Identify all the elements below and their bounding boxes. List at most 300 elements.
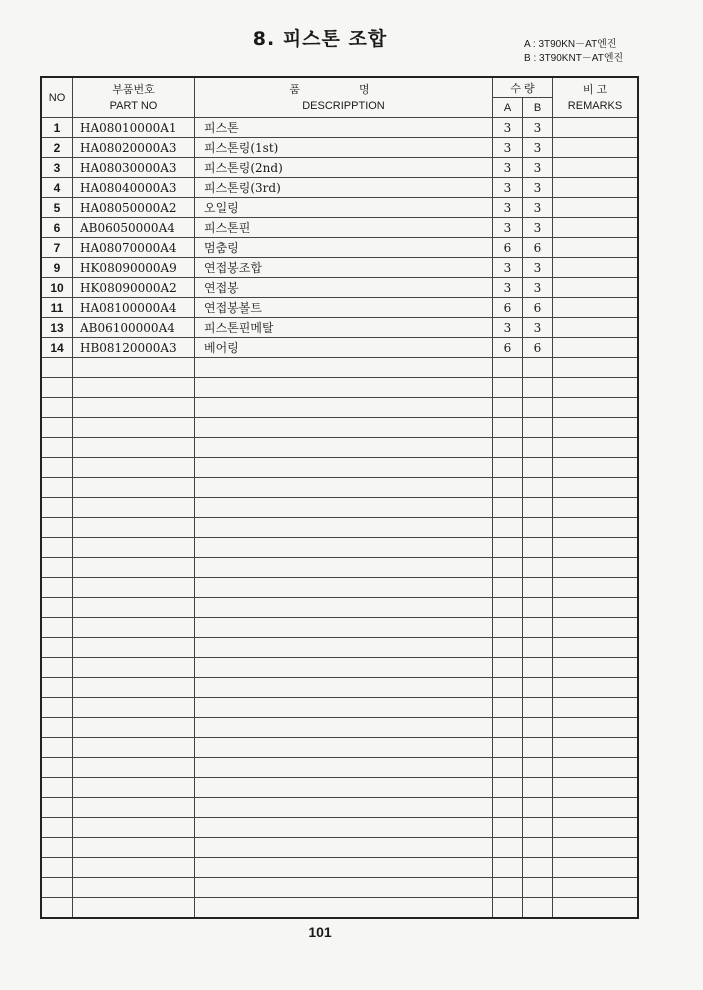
row-qty-b bbox=[523, 738, 553, 758]
row-no bbox=[41, 638, 73, 658]
row-part-no bbox=[73, 698, 195, 718]
header-description-ko: 품 명 bbox=[289, 83, 398, 96]
row-qty-b bbox=[523, 538, 553, 558]
row-remarks bbox=[553, 258, 639, 278]
empty-table-row bbox=[41, 598, 638, 618]
row-qty-b: 6 bbox=[523, 338, 553, 358]
empty-table-row bbox=[41, 658, 638, 678]
page-number: 101 bbox=[308, 924, 332, 940]
row-qty-a bbox=[493, 438, 523, 458]
row-qty-a bbox=[493, 658, 523, 678]
row-remarks bbox=[553, 298, 639, 318]
row-qty-b bbox=[523, 358, 553, 378]
row-qty-b bbox=[523, 498, 553, 518]
empty-table-row bbox=[41, 398, 638, 418]
table-row bbox=[41, 198, 638, 218]
table-row bbox=[41, 318, 638, 338]
empty-table-row bbox=[41, 438, 638, 458]
empty-table-row bbox=[41, 618, 638, 638]
row-part-no bbox=[73, 518, 195, 538]
row-no bbox=[41, 658, 73, 678]
row-part-no: HK08090000A9 bbox=[73, 258, 195, 278]
empty-table-row bbox=[41, 378, 638, 398]
row-remarks bbox=[553, 838, 639, 858]
table-row bbox=[41, 178, 638, 198]
row-remarks bbox=[553, 678, 639, 698]
row-qty-b bbox=[523, 858, 553, 878]
table-row bbox=[41, 338, 638, 358]
header-remarks-ko: 비 고 bbox=[582, 83, 608, 96]
row-qty-a bbox=[493, 818, 523, 838]
row-description: 연접봉조합 bbox=[195, 258, 493, 278]
row-qty-a bbox=[493, 458, 523, 478]
row-description bbox=[195, 818, 493, 838]
row-remarks bbox=[553, 618, 639, 638]
row-qty-b bbox=[523, 718, 553, 738]
row-no: 7 bbox=[41, 238, 73, 258]
row-no: 11 bbox=[41, 298, 73, 318]
row-no bbox=[41, 718, 73, 738]
empty-table-row bbox=[41, 898, 638, 919]
row-no: 10 bbox=[41, 278, 73, 298]
row-qty-b bbox=[523, 838, 553, 858]
row-qty-a bbox=[493, 898, 523, 919]
row-qty-b bbox=[523, 438, 553, 458]
header-remarks bbox=[553, 77, 639, 118]
row-qty-a bbox=[493, 698, 523, 718]
row-qty-b: 3 bbox=[523, 278, 553, 298]
row-qty-a bbox=[493, 718, 523, 738]
table-row bbox=[41, 158, 638, 178]
row-qty-a bbox=[493, 478, 523, 498]
row-qty-b bbox=[523, 638, 553, 658]
row-no bbox=[41, 758, 73, 778]
row-remarks bbox=[553, 758, 639, 778]
row-no bbox=[41, 678, 73, 698]
row-part-no bbox=[73, 898, 195, 919]
row-remarks bbox=[553, 418, 639, 438]
row-qty-b bbox=[523, 398, 553, 418]
header-part-no bbox=[73, 77, 195, 118]
row-description: 베어링 bbox=[195, 338, 493, 358]
parts-table bbox=[40, 76, 639, 919]
row-remarks bbox=[553, 438, 639, 458]
row-qty-a: 3 bbox=[493, 158, 523, 178]
empty-table-row bbox=[41, 678, 638, 698]
row-qty-a bbox=[493, 618, 523, 638]
row-part-no bbox=[73, 618, 195, 638]
row-qty-b: 3 bbox=[523, 178, 553, 198]
row-qty-b bbox=[523, 518, 553, 538]
row-qty-a bbox=[493, 398, 523, 418]
engine-a-label: A : 3T90KN－AT엔진 bbox=[524, 39, 617, 50]
row-part-no bbox=[73, 718, 195, 738]
row-remarks bbox=[553, 458, 639, 478]
row-qty-a bbox=[493, 738, 523, 758]
row-description bbox=[195, 458, 493, 478]
row-description: 멈춤링 bbox=[195, 238, 493, 258]
row-description bbox=[195, 598, 493, 618]
row-part-no bbox=[73, 438, 195, 458]
empty-table-row bbox=[41, 758, 638, 778]
row-description bbox=[195, 718, 493, 738]
row-description: 연접봉 bbox=[195, 278, 493, 298]
header-quantity: 수 량 bbox=[493, 77, 553, 98]
row-qty-b bbox=[523, 778, 553, 798]
row-description: 피스톤 bbox=[195, 118, 493, 138]
header-part-no-en: PART NO bbox=[109, 99, 158, 112]
table-row bbox=[41, 118, 638, 138]
row-qty-a bbox=[493, 378, 523, 398]
row-qty-a: 3 bbox=[493, 318, 523, 338]
row-remarks bbox=[553, 798, 639, 818]
empty-table-row bbox=[41, 738, 638, 758]
row-qty-b: 3 bbox=[523, 158, 553, 178]
row-qty-b: 6 bbox=[523, 238, 553, 258]
row-qty-b bbox=[523, 378, 553, 398]
row-qty-a bbox=[493, 838, 523, 858]
empty-table-row bbox=[41, 418, 638, 438]
header-description-en: DESCRIPPTION bbox=[302, 99, 385, 112]
row-no bbox=[41, 598, 73, 618]
row-remarks bbox=[553, 238, 639, 258]
row-part-no bbox=[73, 378, 195, 398]
row-qty-a bbox=[493, 858, 523, 878]
row-description bbox=[195, 418, 493, 438]
row-description bbox=[195, 698, 493, 718]
empty-table-row bbox=[41, 578, 638, 598]
empty-table-row bbox=[41, 478, 638, 498]
row-qty-a: 3 bbox=[493, 278, 523, 298]
row-no: 6 bbox=[41, 218, 73, 238]
table-row bbox=[41, 218, 638, 238]
row-remarks bbox=[553, 778, 639, 798]
row-remarks bbox=[553, 278, 639, 298]
row-description bbox=[195, 538, 493, 558]
row-remarks bbox=[553, 218, 639, 238]
empty-table-row bbox=[41, 518, 638, 538]
row-description bbox=[195, 578, 493, 598]
row-qty-a: 3 bbox=[493, 258, 523, 278]
row-remarks bbox=[553, 598, 639, 618]
row-qty-b bbox=[523, 698, 553, 718]
row-no bbox=[41, 798, 73, 818]
row-remarks bbox=[553, 158, 639, 178]
row-qty-b: 3 bbox=[523, 318, 553, 338]
row-remarks bbox=[553, 638, 639, 658]
row-qty-a bbox=[493, 558, 523, 578]
row-qty-b: 6 bbox=[523, 298, 553, 318]
row-no: 9 bbox=[41, 258, 73, 278]
page-title: 8. 피스톤 조합 bbox=[252, 28, 388, 50]
row-qty-b bbox=[523, 618, 553, 638]
row-qty-a bbox=[493, 418, 523, 438]
row-description: 피스톤링(3rd) bbox=[195, 178, 493, 198]
empty-table-row bbox=[41, 818, 638, 838]
row-remarks bbox=[553, 178, 639, 198]
table-row bbox=[41, 138, 638, 158]
row-part-no: HA08030000A3 bbox=[73, 158, 195, 178]
table-row bbox=[41, 258, 638, 278]
header-qty-a: A bbox=[493, 98, 523, 118]
row-no bbox=[41, 418, 73, 438]
empty-table-row bbox=[41, 718, 638, 738]
row-no bbox=[41, 378, 73, 398]
row-qty-b: 3 bbox=[523, 258, 553, 278]
row-description bbox=[195, 678, 493, 698]
row-qty-a bbox=[493, 538, 523, 558]
row-qty-b: 3 bbox=[523, 118, 553, 138]
row-part-no bbox=[73, 398, 195, 418]
row-no bbox=[41, 738, 73, 758]
row-remarks bbox=[553, 558, 639, 578]
engine-legend bbox=[524, 38, 623, 66]
row-remarks bbox=[553, 358, 639, 378]
row-qty-a bbox=[493, 638, 523, 658]
row-no bbox=[41, 778, 73, 798]
empty-table-row bbox=[41, 538, 638, 558]
row-remarks bbox=[553, 738, 639, 758]
row-remarks bbox=[553, 818, 639, 838]
row-qty-b bbox=[523, 678, 553, 698]
row-part-no bbox=[73, 538, 195, 558]
row-no bbox=[41, 818, 73, 838]
row-description bbox=[195, 638, 493, 658]
empty-table-row bbox=[41, 878, 638, 898]
empty-table-row bbox=[41, 458, 638, 478]
row-qty-a bbox=[493, 678, 523, 698]
row-remarks bbox=[553, 378, 639, 398]
row-no bbox=[41, 398, 73, 418]
empty-table-row bbox=[41, 698, 638, 718]
header-part-no-ko: 부품번호 bbox=[112, 83, 155, 96]
row-description bbox=[195, 758, 493, 778]
row-remarks bbox=[553, 698, 639, 718]
row-remarks bbox=[553, 318, 639, 338]
row-remarks bbox=[553, 478, 639, 498]
row-qty-a bbox=[493, 578, 523, 598]
header-qty-b: B bbox=[523, 98, 553, 118]
row-qty-a bbox=[493, 518, 523, 538]
row-qty-a: 6 bbox=[493, 338, 523, 358]
row-part-no: HA08050000A2 bbox=[73, 198, 195, 218]
row-part-no bbox=[73, 598, 195, 618]
row-part-no bbox=[73, 458, 195, 478]
row-remarks bbox=[553, 338, 639, 358]
row-part-no bbox=[73, 418, 195, 438]
row-qty-b bbox=[523, 558, 553, 578]
row-no bbox=[41, 518, 73, 538]
row-qty-b bbox=[523, 818, 553, 838]
row-qty-b: 3 bbox=[523, 198, 553, 218]
row-no bbox=[41, 858, 73, 878]
row-description: 피스톤핀 bbox=[195, 218, 493, 238]
row-description: 피스톤링(1st) bbox=[195, 138, 493, 158]
row-part-no bbox=[73, 638, 195, 658]
row-description bbox=[195, 658, 493, 678]
row-qty-a bbox=[493, 758, 523, 778]
row-no bbox=[41, 618, 73, 638]
row-part-no bbox=[73, 658, 195, 678]
row-part-no bbox=[73, 858, 195, 878]
row-part-no: AB06050000A4 bbox=[73, 218, 195, 238]
row-part-no bbox=[73, 878, 195, 898]
row-remarks bbox=[553, 398, 639, 418]
row-no: 14 bbox=[41, 338, 73, 358]
row-qty-a bbox=[493, 798, 523, 818]
row-no bbox=[41, 358, 73, 378]
row-no bbox=[41, 458, 73, 478]
empty-table-row bbox=[41, 638, 638, 658]
row-description bbox=[195, 358, 493, 378]
row-description bbox=[195, 738, 493, 758]
header-description bbox=[195, 77, 493, 118]
row-description: 피스톤링(2nd) bbox=[195, 158, 493, 178]
row-qty-b bbox=[523, 898, 553, 919]
row-qty-a bbox=[493, 778, 523, 798]
row-qty-b bbox=[523, 418, 553, 438]
row-description: 연접봉볼트 bbox=[195, 298, 493, 318]
row-remarks bbox=[553, 578, 639, 598]
row-description bbox=[195, 798, 493, 818]
row-part-no bbox=[73, 758, 195, 778]
row-no: 5 bbox=[41, 198, 73, 218]
empty-table-row bbox=[41, 838, 638, 858]
row-description: 오일링 bbox=[195, 198, 493, 218]
row-qty-a bbox=[493, 498, 523, 518]
row-qty-b bbox=[523, 478, 553, 498]
row-part-no bbox=[73, 678, 195, 698]
table-row bbox=[41, 238, 638, 258]
row-qty-b bbox=[523, 758, 553, 778]
empty-table-row bbox=[41, 798, 638, 818]
row-part-no bbox=[73, 478, 195, 498]
row-no bbox=[41, 898, 73, 919]
row-remarks bbox=[553, 898, 639, 919]
row-qty-b bbox=[523, 658, 553, 678]
row-remarks bbox=[553, 718, 639, 738]
row-qty-b: 3 bbox=[523, 218, 553, 238]
row-no bbox=[41, 878, 73, 898]
row-remarks bbox=[553, 138, 639, 158]
engine-b-label: B : 3T90KNT－AT엔진 bbox=[524, 53, 624, 64]
row-qty-b bbox=[523, 458, 553, 478]
row-qty-a bbox=[493, 358, 523, 378]
row-description bbox=[195, 378, 493, 398]
row-no: 1 bbox=[41, 118, 73, 138]
row-qty-b: 3 bbox=[523, 138, 553, 158]
row-description bbox=[195, 438, 493, 458]
row-part-no: AB06100000A4 bbox=[73, 318, 195, 338]
row-description bbox=[195, 478, 493, 498]
row-description bbox=[195, 518, 493, 538]
row-qty-a: 3 bbox=[493, 198, 523, 218]
row-remarks bbox=[553, 198, 639, 218]
parts-table-body bbox=[41, 118, 638, 919]
row-qty-a: 3 bbox=[493, 218, 523, 238]
row-no: 13 bbox=[41, 318, 73, 338]
row-no bbox=[41, 498, 73, 518]
row-no bbox=[41, 538, 73, 558]
table-row bbox=[41, 298, 638, 318]
empty-table-row bbox=[41, 858, 638, 878]
row-no bbox=[41, 478, 73, 498]
row-part-no bbox=[73, 838, 195, 858]
row-part-no bbox=[73, 498, 195, 518]
row-qty-b bbox=[523, 598, 553, 618]
row-qty-a: 3 bbox=[493, 178, 523, 198]
row-qty-a: 6 bbox=[493, 238, 523, 258]
row-qty-a: 6 bbox=[493, 298, 523, 318]
row-part-no bbox=[73, 358, 195, 378]
empty-table-row bbox=[41, 558, 638, 578]
header-remarks-en: REMARKS bbox=[567, 99, 623, 112]
row-part-no: HK08090000A2 bbox=[73, 278, 195, 298]
row-description bbox=[195, 838, 493, 858]
row-part-no: HA08040000A3 bbox=[73, 178, 195, 198]
row-part-no: HA08100000A4 bbox=[73, 298, 195, 318]
row-description bbox=[195, 498, 493, 518]
row-description bbox=[195, 898, 493, 919]
row-remarks bbox=[553, 498, 639, 518]
row-qty-b bbox=[523, 578, 553, 598]
row-part-no bbox=[73, 738, 195, 758]
row-remarks bbox=[553, 118, 639, 138]
empty-table-row bbox=[41, 778, 638, 798]
row-part-no bbox=[73, 798, 195, 818]
row-part-no: HA08070000A4 bbox=[73, 238, 195, 258]
table-row bbox=[41, 278, 638, 298]
row-part-no bbox=[73, 558, 195, 578]
empty-table-row bbox=[41, 358, 638, 378]
row-description bbox=[195, 778, 493, 798]
row-part-no bbox=[73, 778, 195, 798]
row-remarks bbox=[553, 658, 639, 678]
row-no: 4 bbox=[41, 178, 73, 198]
row-remarks bbox=[553, 518, 639, 538]
row-part-no: HA08020000A3 bbox=[73, 138, 195, 158]
row-qty-a bbox=[493, 878, 523, 898]
row-description bbox=[195, 398, 493, 418]
row-qty-b bbox=[523, 878, 553, 898]
row-part-no bbox=[73, 818, 195, 838]
row-no bbox=[41, 578, 73, 598]
empty-table-row bbox=[41, 498, 638, 518]
header-no: NO bbox=[41, 77, 73, 118]
row-description bbox=[195, 878, 493, 898]
row-no bbox=[41, 438, 73, 458]
row-qty-b bbox=[523, 798, 553, 818]
row-part-no: HB08120000A3 bbox=[73, 338, 195, 358]
row-description bbox=[195, 858, 493, 878]
row-remarks bbox=[553, 858, 639, 878]
row-qty-a bbox=[493, 598, 523, 618]
row-part-no bbox=[73, 578, 195, 598]
row-qty-a: 3 bbox=[493, 138, 523, 158]
row-no: 2 bbox=[41, 138, 73, 158]
row-description bbox=[195, 558, 493, 578]
row-description bbox=[195, 618, 493, 638]
row-no bbox=[41, 558, 73, 578]
row-no bbox=[41, 698, 73, 718]
row-qty-a: 3 bbox=[493, 118, 523, 138]
row-remarks bbox=[553, 878, 639, 898]
row-remarks bbox=[553, 538, 639, 558]
row-no: 3 bbox=[41, 158, 73, 178]
row-description: 피스톤핀메탈 bbox=[195, 318, 493, 338]
row-no bbox=[41, 838, 73, 858]
row-part-no: HA08010000A1 bbox=[73, 118, 195, 138]
